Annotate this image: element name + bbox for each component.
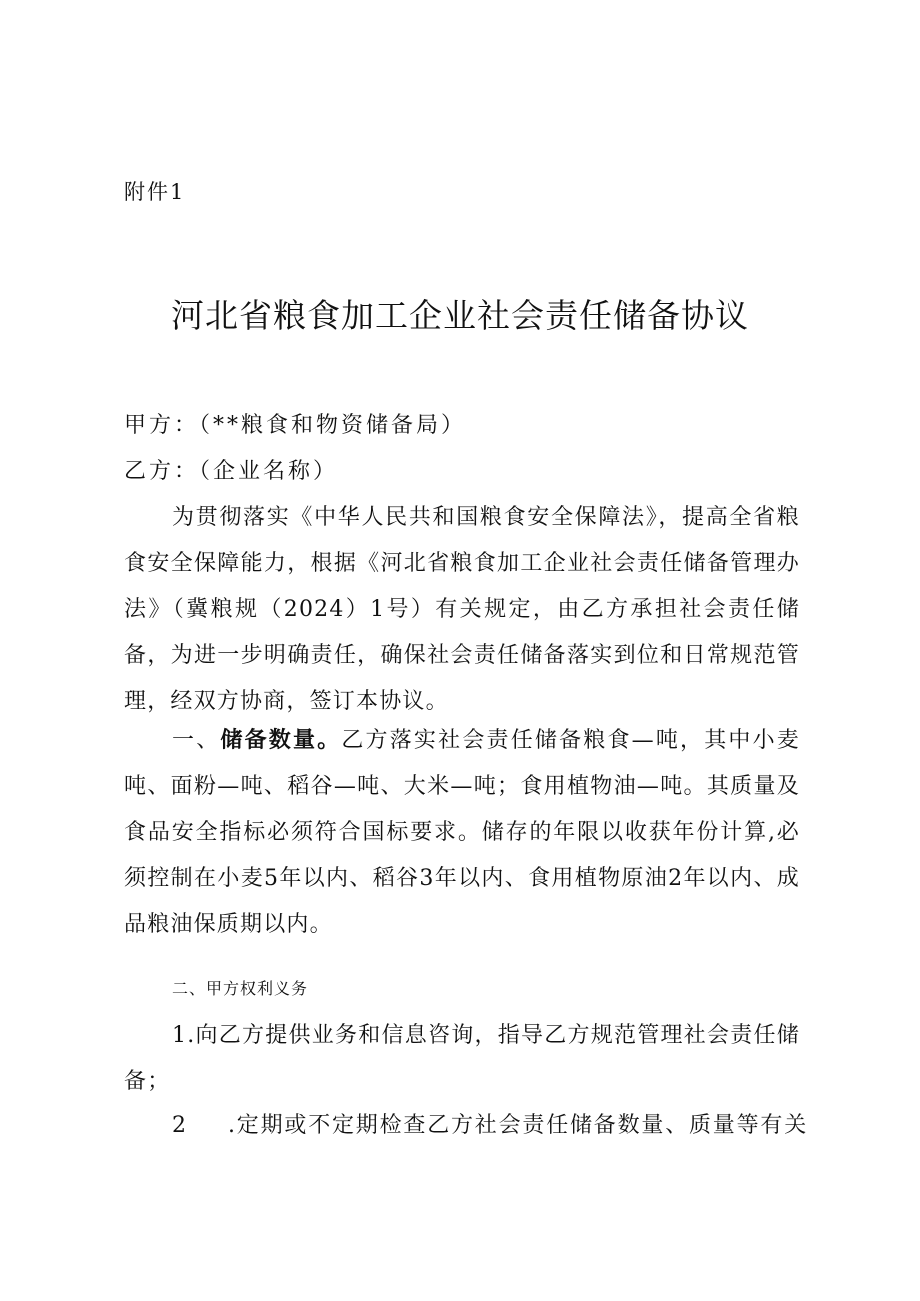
document-title: 河北省粮食加工企业社会责任储备协议 (171, 296, 749, 335)
party-b: 乙方：（企业名称） (124, 459, 339, 484)
section2-heading: 二、甲方权利义务 (172, 979, 309, 998)
item2-text: .定期或不定期检查乙方社会责任储备数量、质量等有关 (228, 1113, 808, 1138)
attachment-label: 附件1 (124, 180, 186, 204)
section1-body: 乙方落实社会责任储备粮食—吨，其中小麦吨、面粉—吨、稻谷—吨、大米—吨；食用植物油—吨。其质量及食品安全指标必须符合国标要求。储存的年限以收获年份计算,必须控制在小麦5年以内、稻谷3年以内、食用植物原油2年以内、成品粮油保质期以内。 (124, 728, 800, 937)
party-a: 甲方：（**粮食和物资储备局） (124, 413, 467, 438)
section2-item-2 (172, 1108, 808, 1139)
section1-paragraph (124, 718, 800, 948)
section2-item-1: 1.向乙方提供业务和信息咨询，指导乙方规范管理社会责任储备； (124, 1023, 800, 1094)
item2-number: 2 (172, 1113, 188, 1138)
intro-paragraph: 为贯彻落实《中华人民共和国粮食安全保障法》，提高全省粮食安全保障能力，根据《河北省粮食加工企业社会责任储备管理办法》（冀粮规（2024）1号）有关规定，由乙方承担社会责任储备，为进一步明确责任，确保社会责任储备落实到位和日常规范管理，经双方协商，签订本协议。 (124, 505, 800, 714)
section1-prefix: 一、 (172, 728, 221, 753)
section1-heading: 储备数量。 (220, 728, 342, 753)
